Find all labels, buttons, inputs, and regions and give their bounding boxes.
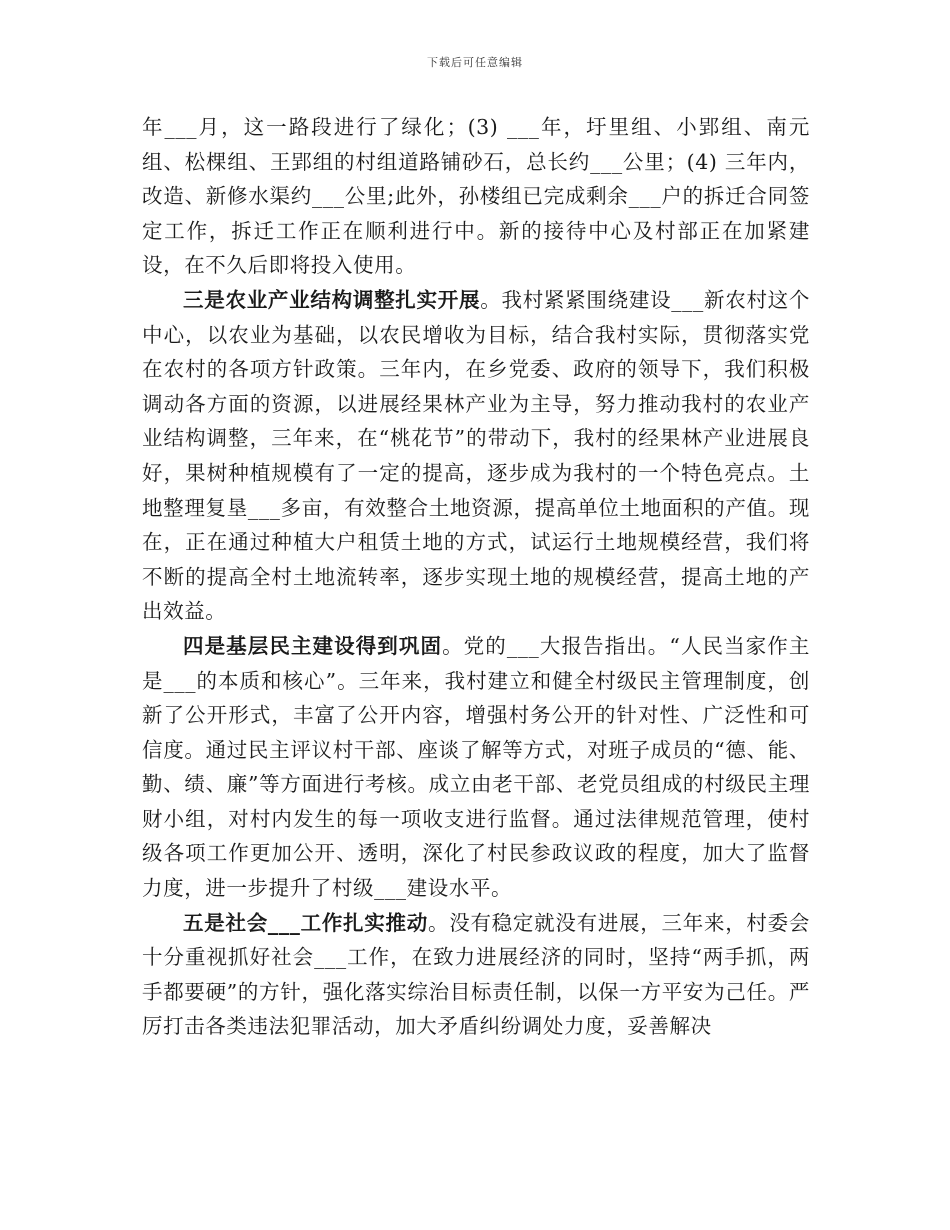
paragraph-agriculture: [142, 283, 810, 629]
paragraph-text: 年___月，这一路段进行了绿化；(3) ___年，圩里组、小郢组、南元组、松棵组、王郢组的村组道路铺砂石，总长约___公里；(4) 三年内，改造、新修水渠约___公里;此外，孙楼组已完成剩余___户的拆迁合同签定工作，拆迁工作正在顺利进行中。新的接待中心及村部正在加紧建设，在不久后即将投入使用。: [142, 115, 810, 278]
paragraph-text: 。没有稳定就没有进展，三年来，村委会十分重视抓好社会___工作，在致力进展经济的同时，坚持“两手抓，两手都要硬”的方针，强化落实综治目标责任制，以保一方平安为己任。严厉打击各类违法犯罪活动，加大矛盾纠纷调处力度，妥善解决: [142, 910, 810, 1039]
paragraph-continuation: [142, 110, 810, 283]
paragraph-lead: 五是社会___工作扎实推动: [183, 910, 428, 935]
paragraph-lead: 三是农业产业结构调整扎实开展: [183, 287, 481, 312]
page-header: 下载后可任意编辑: [427, 56, 523, 69]
document-body: [142, 110, 810, 1044]
paragraph-social-work: [142, 906, 810, 1044]
paragraph-lead: 四是基层民主建设得到巩固: [183, 633, 443, 658]
paragraph-text: 。党的___大报告指出。“人民当家作主是___的本质和核心”。三年来，我村建立和健全村级民主管理制度，创新了公开形式，丰富了公开内容，增强村务公开的针对性、广泛性和可信度。通过民主评议村干部、座谈了解等方式，对班子成员的“德、能、勤、绩、廉”等方面进行考核。成立由老干部、老党员组成的村级民主理财小组，对村内发生的每一项收支进行监督。通过法律规范管理，使村级各项工作更加公开、透明，深化了村民参政议政的程度，加大了监督力度，进一步提升了村级___建设水平。: [142, 633, 810, 901]
paragraph-text: 。我村紧紧围绕建设___新农村这个中心，以农业为基础，以农民增收为目标，结合我村实际，贯彻落实党在农村的各项方针政策。三年内，在乡党委、政府的领导下，我们积极调动各方面的资源，以进展经果林产业为主导，努力推动我村的农业产业结构调整，三年来，在“桃花节”的带动下，我村的经果林产业进展良好，果树种植规模有了一定的提高，逐步成为我村的一个特色亮点。土地整理复垦___多亩，有效整合土地资源，提高单位土地面积的产值。现在，正在通过种植大户租赁土地的方式，试运行土地规模经营，我们将不断的提高全村土地流转率，逐步实现土地的规模经营，提高土地的产出效益。: [142, 287, 811, 624]
paragraph-democracy: [142, 629, 810, 906]
